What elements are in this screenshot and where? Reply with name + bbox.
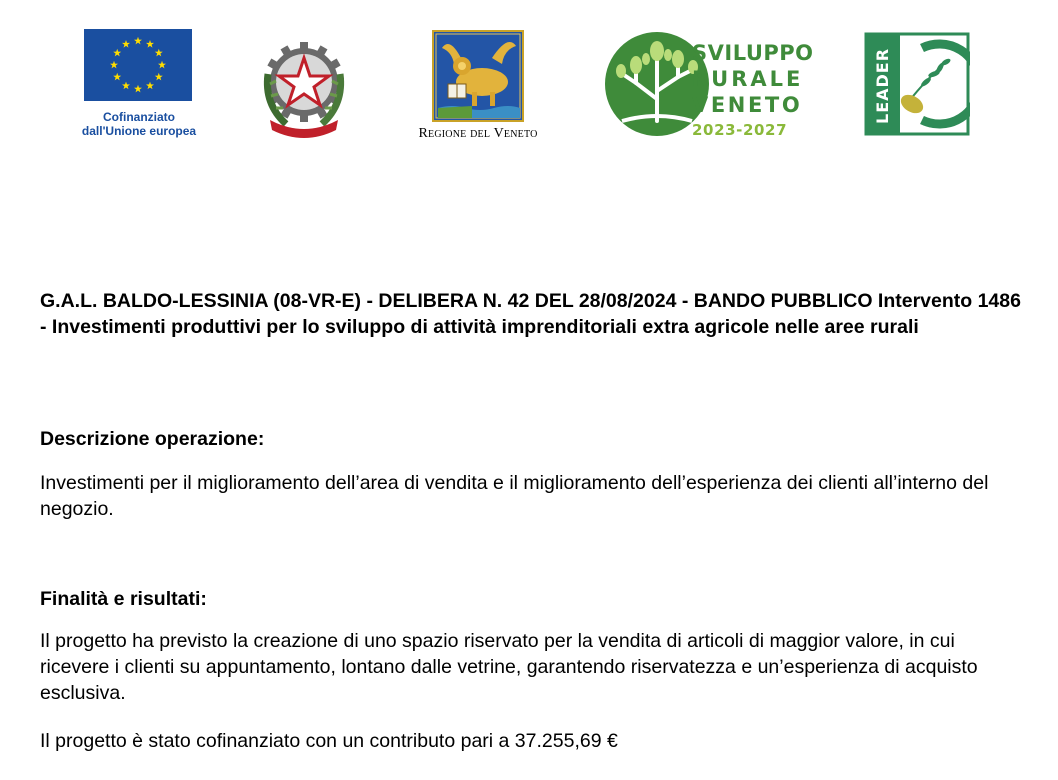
- psr-line-3: VENETO: [692, 93, 803, 117]
- svg-text:LEADER: LEADER: [873, 47, 892, 124]
- psr-years: 2023-2027: [692, 121, 788, 139]
- document-heading: G.A.L. BALDO-LESSINIA (08-VR-E) - DELIBERA N. 42 DEL 28/08/2024 - BANDO PUBBLICO Intervento 1486 - Investimenti produttivi per lo sviluppo di attività imprenditoriali extra agricole nelle aree rurali: [40, 290, 1021, 338]
- veneto-caption: Regione del Veneto: [418, 126, 538, 141]
- lion-of-saint-mark-icon: [432, 30, 524, 122]
- finalita-text: Il progetto ha previsto la creazione di uno spazio riservato per la vendita di articoli di maggior valore, in cui ricevere i clienti su appuntamento, lontano dalle vetrine, garantendo riservatezza e un’esperienza di acquisto esclusiva.: [40, 630, 978, 704]
- descrizione-title: Descrizione operazione:: [40, 428, 265, 450]
- descrizione-text: Investimenti per il miglioramento dell’area di vendita e il miglioramento dell’esperienza dei clienti all’interno del negozio.: [40, 472, 989, 520]
- psr-line-1: SVILUPPO: [692, 41, 814, 65]
- psr-line-2: RURALE: [692, 67, 804, 91]
- leader-logo-icon: [864, 32, 970, 136]
- finalita-title: Finalità e risultati:: [40, 588, 207, 610]
- contributo-text: Il progetto è stato cofinanziato con un contributo pari a 37.255,69 €: [40, 730, 618, 752]
- logo-bar: [0, 0, 1058, 160]
- eu-flag-icon: [84, 29, 192, 101]
- sviluppo-rurale-veneto-logo: [602, 28, 812, 140]
- repubblica-italiana-emblem-icon: [256, 34, 352, 140]
- eu-caption: Cofinanziato dall'Unione europea: [81, 110, 197, 138]
